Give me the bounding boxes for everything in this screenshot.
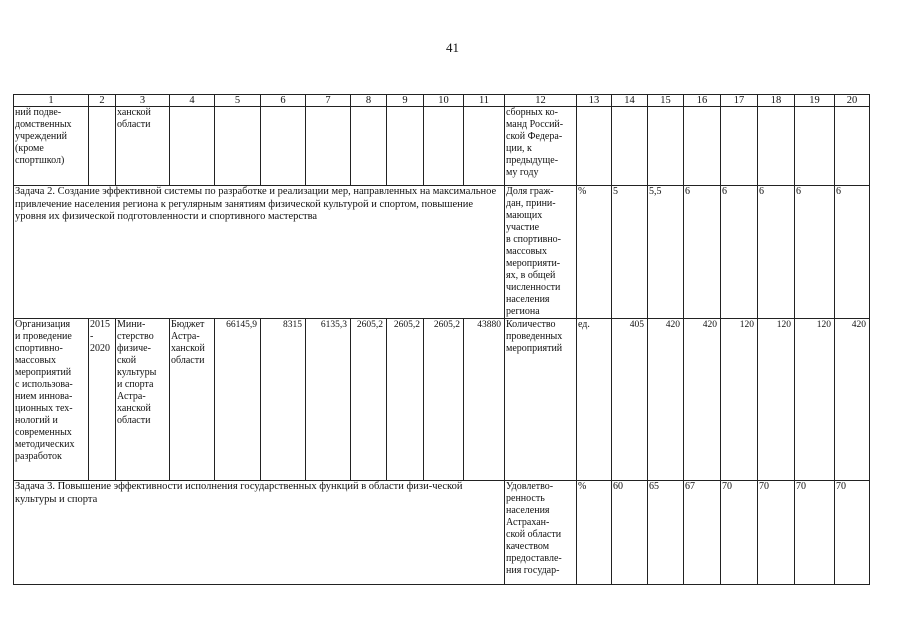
measure-name: ний подве- домственных учреждений (кроме спортшкол) — [14, 107, 89, 186]
program-table — [13, 94, 870, 585]
finance-value: 8315 — [261, 319, 306, 481]
col-header: 8 — [351, 95, 387, 107]
executor: Мини- стерство физиче- ской культуры и спорта Астра- ханской области — [116, 319, 170, 481]
table-row — [14, 107, 870, 186]
indicator-name: Удовлетво- ренность населения Астрахан- ской области качеством предоставле- ния государ- — [505, 481, 577, 585]
indicator-value: 405 — [612, 319, 648, 481]
indicator-value: 6 — [721, 186, 758, 319]
indicator-value: 5,5 — [648, 186, 684, 319]
indicator-value: 6 — [684, 186, 721, 319]
finance-value: 2605,2 — [387, 319, 424, 481]
years: 2015 - 2020 — [89, 319, 116, 481]
col-header: 5 — [215, 95, 261, 107]
finance-value: 6135,3 — [306, 319, 351, 481]
finance-value: 43880 — [464, 319, 505, 481]
indicator-value: 420 — [684, 319, 721, 481]
table-row — [14, 186, 870, 319]
col-header: 2 — [89, 95, 116, 107]
indicator-value: 67 — [684, 481, 721, 585]
col-header: 4 — [170, 95, 215, 107]
indicator-value: 420 — [835, 319, 870, 481]
col-header: 17 — [721, 95, 758, 107]
col-header: 19 — [795, 95, 835, 107]
indicator-value: 60 — [612, 481, 648, 585]
indicator-value: 70 — [835, 481, 870, 585]
col-header: 18 — [758, 95, 795, 107]
indicator-value: 70 — [721, 481, 758, 585]
col-header: 16 — [684, 95, 721, 107]
col-header: 11 — [464, 95, 505, 107]
col-header: 9 — [387, 95, 424, 107]
unit: % — [577, 481, 612, 585]
indicator-value: 6 — [795, 186, 835, 319]
finance-value: 2605,2 — [351, 319, 387, 481]
indicator-value: 70 — [795, 481, 835, 585]
executor: ханской области — [116, 107, 170, 186]
col-header: 10 — [424, 95, 464, 107]
col-header: 3 — [116, 95, 170, 107]
col-header: 7 — [306, 95, 351, 107]
funding-source: Бюджет Астра- ханской области — [170, 319, 215, 481]
unit: % — [577, 186, 612, 319]
task-3-text: Задача 3. Повышение эффективности исполнения государственных функций в области физи-ческой культуры и спорта — [14, 481, 505, 585]
page-number: 41 — [446, 40, 459, 55]
indicator-name: Количество проведенных мероприятий — [505, 319, 577, 481]
indicator-value: 65 — [648, 481, 684, 585]
table-row — [14, 319, 870, 481]
indicator-value: 6 — [835, 186, 870, 319]
col-header: 13 — [577, 95, 612, 107]
col-header: 14 — [612, 95, 648, 107]
col-header: 15 — [648, 95, 684, 107]
col-header: 12 — [505, 95, 577, 107]
col-header: 6 — [261, 95, 306, 107]
finance-value: 66145,9 — [215, 319, 261, 481]
indicator-value: 5 — [612, 186, 648, 319]
indicator-name: Доля граж- дан, прини- мающих участие в спортивно- массовых мероприяти- ях, в общей численности населения региона — [505, 186, 577, 319]
indicator-value: 120 — [721, 319, 758, 481]
finance-value: 2605,2 — [424, 319, 464, 481]
indicator-value: 120 — [758, 319, 795, 481]
indicator-value: 6 — [758, 186, 795, 319]
indicator-name: сборных ко- манд Россий- ской Федера- ции, к предыдуще- му году — [505, 107, 577, 186]
table-row — [14, 481, 870, 585]
indicator-value: 420 — [648, 319, 684, 481]
col-header: 1 — [14, 95, 89, 107]
measure-name: Организация и проведение спортивно- массовых мероприятий с использова- нием иннова- ционных тех- нологий и современных методических разработок — [14, 319, 89, 481]
column-number-row — [14, 95, 870, 107]
task-2-text: Задача 2. Создание эффективной системы по разработке и реализации мер, направленных на максимальное привлечение населения региона к регулярным занятиям физической культурой и спортом, повышение уровня их физической подготовленности и спортивного мастерства — [14, 186, 505, 319]
col-header: 20 — [835, 95, 870, 107]
indicator-value: 120 — [795, 319, 835, 481]
unit: ед. — [577, 319, 612, 481]
indicator-value: 70 — [758, 481, 795, 585]
